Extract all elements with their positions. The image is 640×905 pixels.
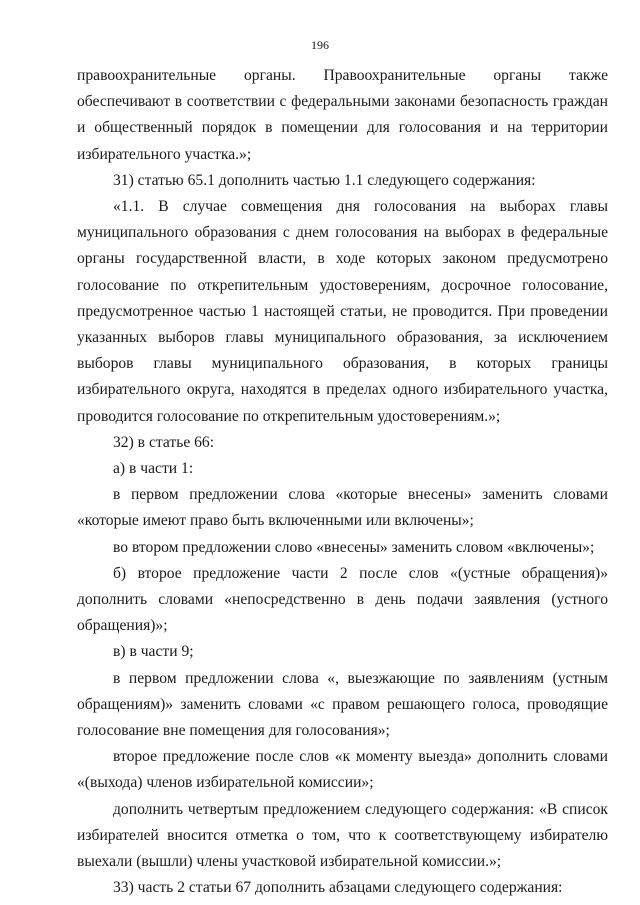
paragraph-continuation: правоохранительные органы. Правоохранительные органы также обеспечивают в соответствии с федеральными законами безопасность граждан и общественный порядок в помещении для голосования и на территории избирательного участка.»; (77, 67, 608, 163)
paragraph-item-31: 31) статью 65.1 дополнить частью 1.1 следующего содержания: (113, 171, 536, 189)
paragraph-subitem-v: в) в части 9; (113, 643, 194, 661)
paragraph-item-32: 32) в статье 66: (113, 433, 215, 451)
page-number: 196 (311, 38, 329, 52)
document-body (77, 63, 608, 902)
paragraph-first-sentence-change: в первом предложении слова «которые внесены» заменить словами «которые имеют право быть включенными или включены»; (77, 486, 608, 530)
paragraph-second-sentence-change: во втором предложении слово «внесены» заменить словом «включены»; (113, 538, 595, 556)
paragraph-subitem-b: б) второе предложение части 2 после слов «(устные обращения)» дополнить словами «непосредственно в день подачи заявления (устного обращения)»; (77, 564, 608, 635)
paragraph-subitem-a: а) в части 1: (113, 460, 194, 478)
paragraph-first-sentence-replace: в первом предложении слова «, выезжающие по заявлениям (устным обращениям)» заменить словами «с правом решающего голоса, проводящие голосование вне помещения для голосования»; (77, 669, 608, 740)
paragraph-quoted-part-1-1: «1.1. В случае совмещения дня голосования на выборах главы муниципального образования с днем голосования на выборах в федеральные органы государственной власти, в ходе которых законом предусмотрено голосование по открепительным удостоверениям, досрочное голосование, предусмотренное частью 1 настоящей статьи, не проводится. При проведении указанных выборов главы муниципального образования, за исключением выборов главы муниципального образования, в которых границы избирательного округа, находятся в пределах одного избирательного участка, проводится голосование по открепительным удостоверениям.»; (77, 198, 608, 425)
paragraph-item-33: 33) часть 2 статьи 67 дополнить абзацами следующего содержания: (113, 879, 563, 897)
paragraph-fourth-sentence-addition: дополнить четвертым предложением следующего содержания: «В список избирателей вносится отметка о том, что к соответствующему избирателю выехали (вышли) члены участковой избирательной комиссии.»; (77, 800, 608, 871)
paragraph-second-sentence-addition: второе предложение после слов «к моменту выезда» дополнить словами «(выхода) членов избирательной комиссии»; (77, 748, 608, 792)
